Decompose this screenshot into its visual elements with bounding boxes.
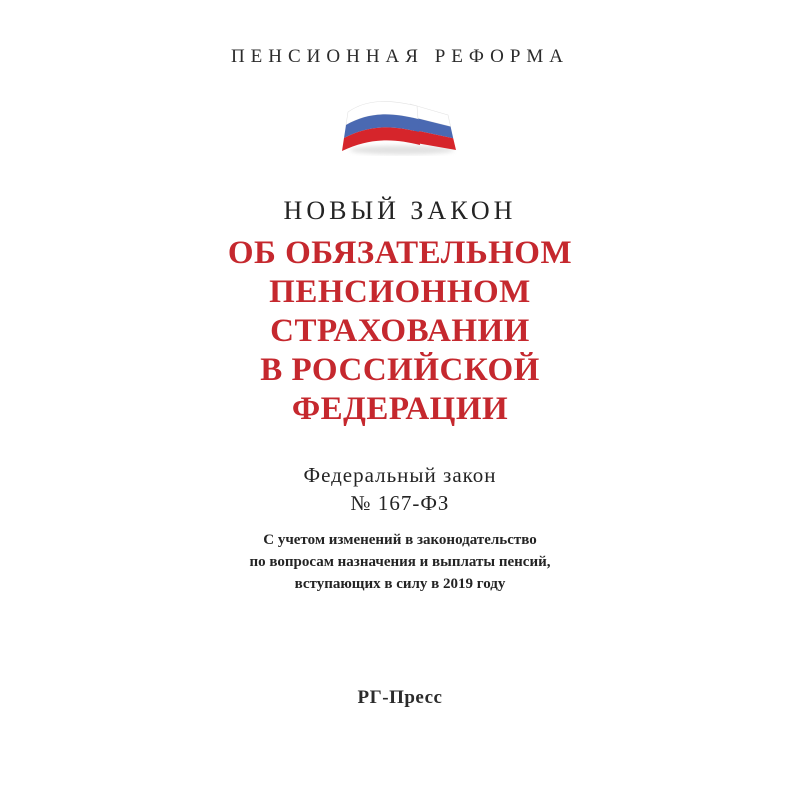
pretitle: НОВЫЙ ЗАКОН: [283, 196, 517, 225]
law-type-line: Федеральный закон: [303, 463, 497, 487]
flag-main-wave: [342, 101, 420, 151]
book-title: [228, 234, 572, 429]
edition-note-line: по вопросам назначения и выплаты пенсий,: [249, 554, 551, 570]
law-number-line: № 167-ФЗ: [350, 491, 450, 515]
book-title-line: ФЕДЕРАЦИИ: [291, 391, 509, 427]
law-number-block: [303, 461, 496, 517]
book-title-line: ОБ ОБЯЗАТЕЛЬНОМ: [227, 235, 573, 271]
book-title-line: СТРАХОВАНИИ: [270, 313, 530, 349]
edition-note: [249, 529, 550, 595]
series-title: ПЕНСИОННАЯ РЕФОРМА: [230, 46, 570, 67]
russia-flag-icon: [338, 92, 462, 156]
edition-note-line: С учетом изменений в законодательство: [263, 532, 537, 548]
book-title-line: ПЕНСИОННОМ: [269, 274, 531, 310]
publisher-name: РГ-Пресс: [357, 687, 443, 708]
book-title-line: В РОССИЙСКОЙ: [260, 352, 540, 388]
edition-note-line: вступающих в силу в 2019 году: [294, 576, 506, 592]
